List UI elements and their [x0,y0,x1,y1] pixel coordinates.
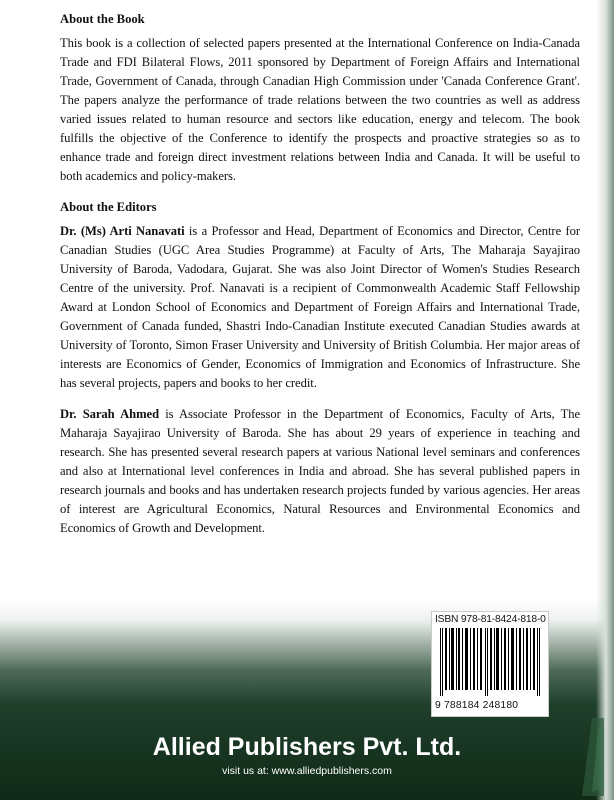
publisher-website: visit us at: www.alliedpublishers.com [222,765,392,777]
publisher-name: Allied Publishers Pvt. Ltd. [152,733,462,761]
editor-2-bio [60,405,580,538]
editor-1-text: is a Professor and Head, Department of Economics and Director, Centre for Canadian Studies (UGC Area Studies Programme) at Faculty of Arts, The Maharaja Sayajirao University of Baroda, Vadodara, Gujarat. She was also Joint Director of Women's Studies Research Centre of the university. Prof. Nanavati is a recipient of Commonwealth Academic Staff Fellowship Award at London School of Economics and Department of Foreign Affairs and International Trade, Government of Canada funded, Shastri Indo-Canadian Institute executed Canadian Studies awards at University of Toronto, Simon Fraser University and University of British Columbia. Her major areas of interests are Economics of Gender, Economics of Immigration and Economics of Infrastructure. She has several projects, papers and books to her credit. [60,224,580,390]
cover-edge-shade [596,0,614,800]
editor-2-name: Dr. Sarah Ahmed [60,407,160,421]
barcode-digits: 9 788184 248180 [435,700,519,711]
about-book-text: This book is a collection of selected papers presented at the International Conference on India-Canada Trade and FDI Bilateral Flows, 2011 sponsored by Department of Foreign Affairs and International Trade, Government of Canada, through Canadian High Commission under 'Canada Conference Grant'. The papers analyze the performance of trade relations between the two countries as well as address varied issues related to human resource and sectors like education, energy and telecom. The book fulfills the objective of the Conference to identify the prospects and proactive strategies so as to enhance trade and foreign direct investment relations between India and Canada. It will be useful to both academics and policy-makers. [60,36,580,183]
about-editors-heading: About the Editors [60,200,157,214]
cover-text-block [60,10,580,550]
corner-leaf-icon [542,718,604,796]
editor-2-text: is Associate Professor in the Department of Economics, Faculty of Arts, The Maharaja Sayajirao University of Baroda. She has about 29 years of experience in teaching and research. She has presented several research papers at various National level seminars and conferences and also at International level conferences in India and abroad. She has several published papers in research journals and books and has undertaken research projects funded by various agencies. Her areas of interest are Agricultural Economics, Natural Resources and Environmental Economics and Economics of Growth and Development. [60,407,580,535]
isbn-label: ISBN 978-81-8424-818-0 [435,614,546,625]
editor-1-name: Dr. (Ms) Arti Nanavati [60,224,185,238]
editor-1-bio [60,222,580,393]
isbn-barcode-box [431,611,549,717]
barcode-icon [438,628,542,696]
about-book-heading: About the Book [60,12,145,26]
